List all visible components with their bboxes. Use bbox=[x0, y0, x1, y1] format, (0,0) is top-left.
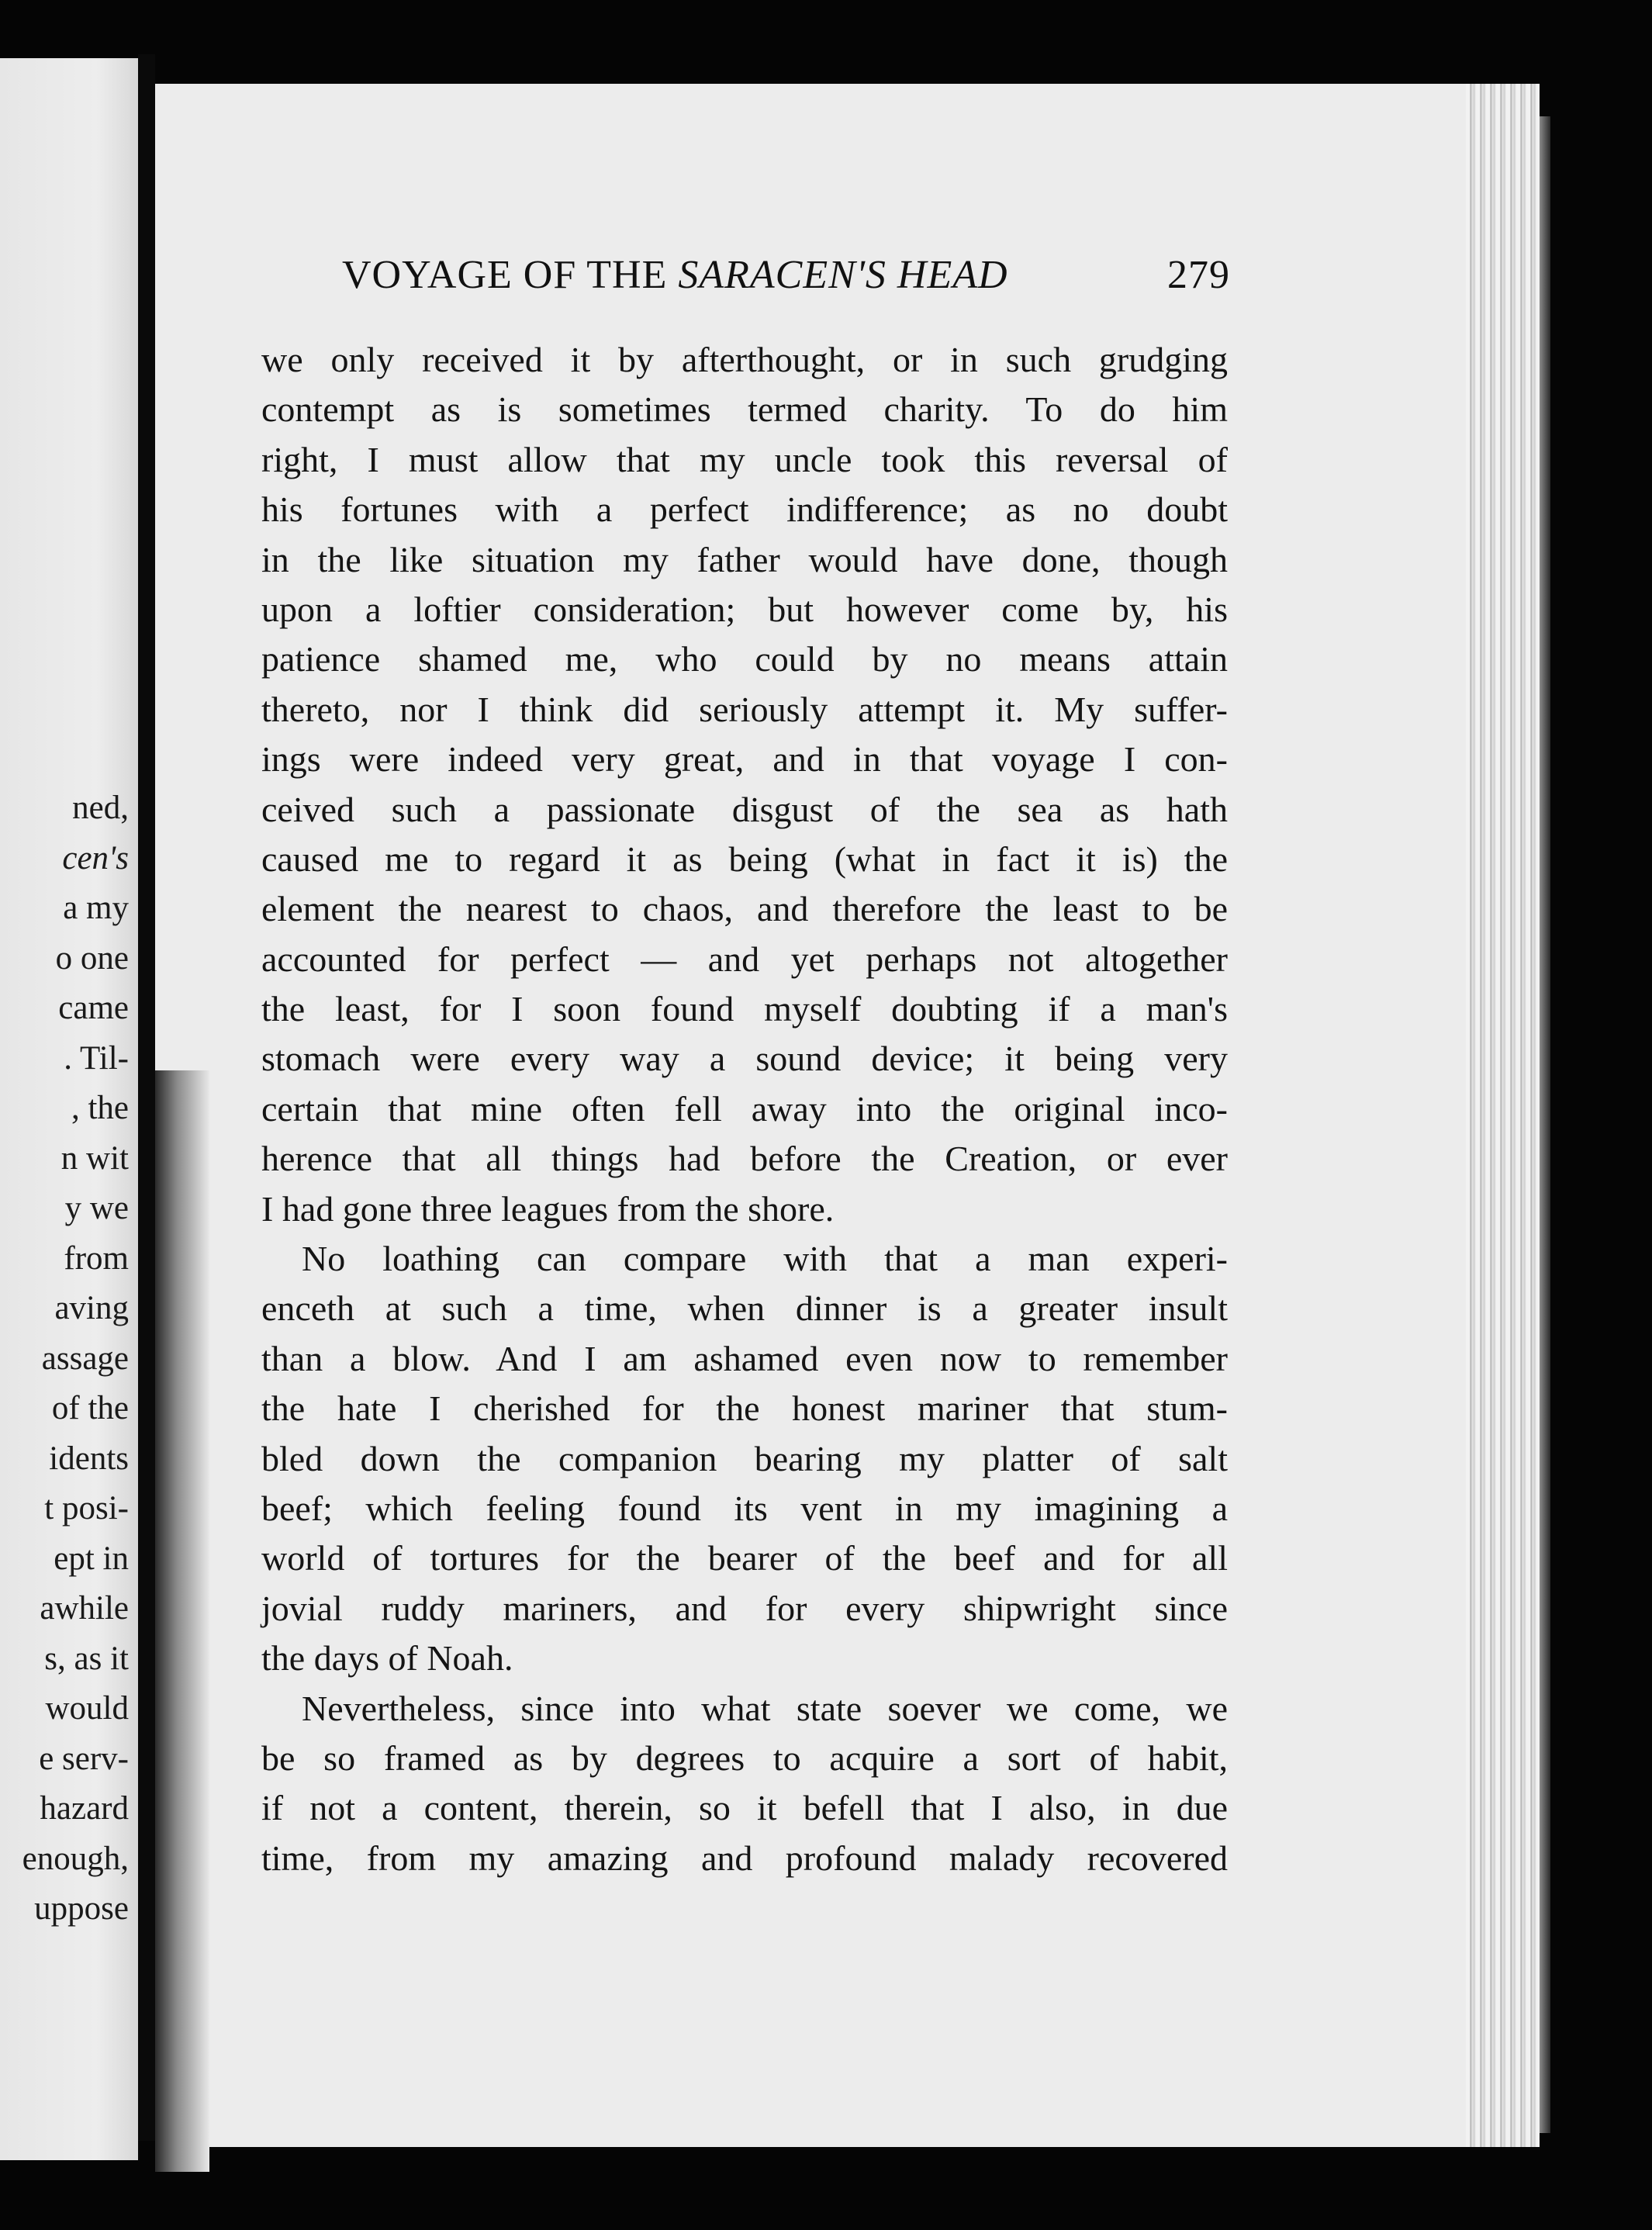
text-line: element the nearest to chaos, and therefore the least to be bbox=[261, 889, 1228, 929]
facing-line: hazard bbox=[40, 1790, 129, 1827]
text-line: contempt as is sometimes termed charity. To do him bbox=[261, 389, 1228, 430]
text-line: patience shamed me, who could by no means attain bbox=[261, 639, 1228, 679]
text-line: certain that mine often fell away into the original inco- bbox=[261, 1088, 1228, 1129]
facing-line: idents bbox=[49, 1440, 129, 1477]
facing-line: awhile bbox=[40, 1590, 129, 1627]
facing-line: assage bbox=[41, 1340, 129, 1377]
facing-line: from bbox=[64, 1239, 129, 1277]
text-line: time, from my amazing and profound malady recovered bbox=[261, 1838, 1228, 1878]
text-line: caused me to regard it as being (what in fact it is) the bbox=[261, 838, 1228, 879]
facing-line: , the bbox=[71, 1090, 129, 1126]
page-edges bbox=[1466, 84, 1540, 2147]
text-line: upon a loftier consideration; but however come by, his bbox=[261, 589, 1228, 629]
running-title bbox=[342, 252, 1008, 298]
text-line: thereto, nor I think did seriously attempt it. My suffer- bbox=[261, 689, 1228, 729]
text-line: ings were indeed very great, and in that voyage I con- bbox=[261, 739, 1228, 780]
facing-line: e serv- bbox=[39, 1740, 129, 1777]
facing-line: s, as it bbox=[44, 1640, 129, 1677]
running-title-ship-name: SARACEN'S HEAD bbox=[678, 253, 1008, 297]
facing-line: t posi- bbox=[44, 1490, 129, 1526]
running-header bbox=[342, 252, 1230, 314]
facing-line: of the bbox=[51, 1390, 129, 1426]
facing-line: enough, bbox=[22, 1840, 129, 1877]
text-line: enceth at such a time, when dinner is a greater insult bbox=[261, 1288, 1228, 1329]
running-title-prefix: VOYAGE OF THE bbox=[342, 253, 679, 297]
text-line: if not a content, therein, so it befell that I also, in due bbox=[261, 1788, 1228, 1828]
text-line: right, I must allow that my uncle took this reversal of bbox=[261, 439, 1228, 479]
text-line: than a blow. And I am ashamed even now to remember bbox=[261, 1338, 1228, 1378]
facing-line: o one bbox=[55, 939, 129, 977]
body-text bbox=[261, 335, 1228, 1883]
facing-line: came bbox=[58, 990, 129, 1026]
facing-line: ept in bbox=[54, 1540, 129, 1577]
text-line: No loathing can compare with that a man experi- bbox=[302, 1239, 1228, 1279]
text-line: beef; which feeling found its vent in my imagining a bbox=[261, 1488, 1228, 1528]
text-line: stomach were every way a sound device; it being very bbox=[261, 1039, 1228, 1079]
facing-line: cen's bbox=[62, 839, 129, 876]
spine-shadow bbox=[155, 1070, 209, 2172]
text-line: the least, for I soon found myself doubting if a man's bbox=[261, 989, 1228, 1029]
book-gutter bbox=[138, 54, 155, 2141]
facing-page-left bbox=[0, 58, 138, 2160]
facing-line: aving bbox=[54, 1290, 129, 1326]
page-edge-shadow bbox=[1540, 116, 1550, 2133]
text-line: in the like situation my father would have done, though bbox=[261, 539, 1228, 579]
text-line: his fortunes with a perfect indifference; as no doubt bbox=[261, 489, 1228, 530]
text-line: accounted for perfect — and yet perhaps not altogether bbox=[261, 939, 1228, 979]
facing-line: y we bbox=[64, 1190, 129, 1226]
text-line: the days of Noah. bbox=[261, 1638, 513, 1679]
text-line: Nevertheless, since into what state soever we come, we bbox=[302, 1688, 1228, 1728]
text-line: bled down the companion bearing my platter of salt bbox=[261, 1438, 1228, 1478]
text-line: the hate I cherished for the honest mariner that stum- bbox=[261, 1388, 1228, 1429]
text-line: herence that all things had before the Creation, or ever bbox=[261, 1139, 1228, 1179]
text-line: ceived such a passionate disgust of the sea as hath bbox=[261, 789, 1228, 829]
facing-line: uppose bbox=[34, 1890, 129, 1927]
text-line: we only received it by afterthought, or in such grudging bbox=[261, 340, 1228, 379]
page-number: 279 bbox=[1167, 253, 1230, 297]
text-line: jovial ruddy mariners, and for every shipwright since bbox=[261, 1588, 1228, 1628]
text-line: I had gone three leagues from the shore. bbox=[261, 1188, 835, 1229]
facing-page-text bbox=[22, 783, 129, 1934]
facing-line: n wit bbox=[60, 1139, 129, 1177]
facing-line: ned, bbox=[72, 790, 129, 826]
facing-line: would bbox=[45, 1690, 129, 1727]
text-line: world of tortures for the bearer of the beef and for all bbox=[261, 1538, 1228, 1578]
facing-line: . Til- bbox=[64, 1039, 129, 1077]
facing-line: a my bbox=[63, 890, 129, 926]
text-line: be so framed as by degrees to acquire a sort of habit, bbox=[261, 1737, 1228, 1778]
